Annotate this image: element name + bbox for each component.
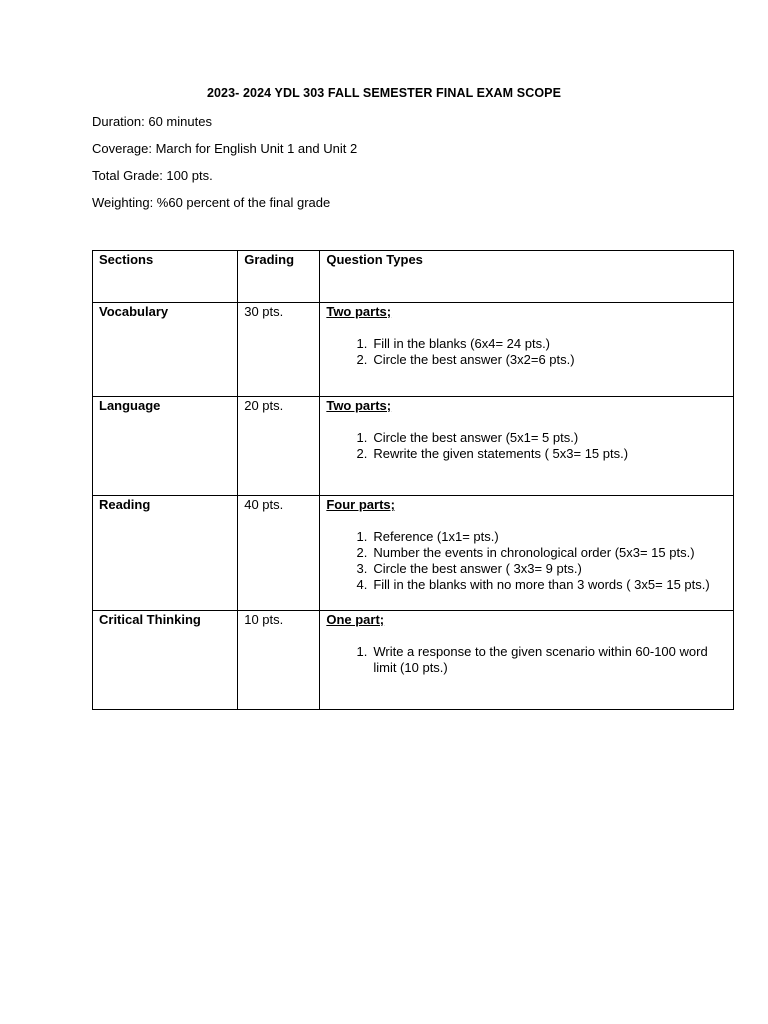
list-item	[326, 561, 727, 577]
section-name: Vocabulary	[99, 304, 169, 319]
item-text: Circle the best answer ( 3x3= 9 pts.)	[373, 561, 582, 576]
section-grading: 20 pts.	[244, 398, 284, 413]
item-number: 3.	[356, 561, 368, 576]
item-number: 2.	[356, 352, 368, 367]
header-cell	[238, 251, 320, 303]
weighting-line: Weighting: %60 percent of the final grade	[92, 195, 331, 210]
list-item	[326, 545, 727, 561]
item-number: 2.	[356, 545, 368, 560]
question-list	[326, 430, 727, 462]
header-cell	[93, 251, 238, 303]
parts-label: Two parts;	[326, 398, 392, 413]
item-text: Circle the best answer (3x2=6 pts.)	[373, 352, 575, 367]
question-types-cell	[320, 611, 734, 710]
item-number: 1.	[356, 529, 368, 544]
section-cell	[93, 303, 238, 397]
question-types-cell	[320, 496, 734, 611]
question-list	[326, 336, 727, 368]
table-row	[93, 496, 734, 611]
item-text: Fill in the blanks with no more than 3 words ( 3x5= 15 pts.)	[373, 577, 710, 592]
item-number: 1.	[356, 644, 368, 659]
section-grading: 10 pts.	[244, 612, 284, 627]
list-item	[326, 529, 727, 545]
item-text: Write a response to the given scenario within 60-100 word limit (10 pts.)	[373, 644, 708, 675]
exam-scope-table	[92, 250, 734, 710]
item-number: 1.	[356, 336, 368, 351]
item-number: 4.	[356, 577, 368, 592]
item-text: Reference (1x1= pts.)	[373, 529, 499, 544]
section-name: Reading	[99, 497, 151, 512]
parts-label: Four parts;	[326, 497, 395, 512]
section-name: Critical Thinking	[99, 612, 201, 627]
table-row	[93, 611, 734, 710]
section-name: Language	[99, 398, 161, 413]
question-list	[326, 529, 727, 593]
item-number: 2.	[356, 446, 368, 461]
section-grading: 30 pts.	[244, 304, 284, 319]
table-row	[93, 303, 734, 397]
list-item	[326, 644, 727, 676]
item-text: Fill in the blanks (6x4= 24 pts.)	[373, 336, 551, 351]
grading-cell	[238, 303, 320, 397]
list-item	[326, 446, 727, 462]
list-item	[326, 352, 727, 368]
item-number: 1.	[356, 430, 368, 445]
duration-line: Duration: 60 minutes	[92, 114, 212, 129]
item-text: Rewrite the given statements ( 5x3= 15 pts.)	[373, 446, 629, 461]
grading-cell	[238, 496, 320, 611]
coverage-line: Coverage: March for English Unit 1 and Unit 2	[92, 141, 358, 156]
item-text: Number the events in chronological order (5x3= 15 pts.)	[373, 545, 695, 560]
section-grading: 40 pts.	[244, 497, 284, 512]
header-sections: Sections	[99, 252, 154, 267]
section-cell	[93, 397, 238, 496]
parts-label: One part;	[326, 612, 385, 627]
question-list	[326, 644, 727, 676]
grading-cell	[238, 397, 320, 496]
grading-cell	[238, 611, 320, 710]
list-item	[326, 336, 727, 352]
question-types-cell	[320, 397, 734, 496]
header-question-types: Question Types	[326, 252, 423, 267]
total-grade-line: Total Grade: 100 pts.	[92, 168, 213, 183]
parts-label: Two parts;	[326, 304, 392, 319]
list-item	[326, 577, 727, 593]
table-row	[93, 397, 734, 496]
table-header-row	[93, 251, 734, 303]
list-item	[326, 430, 727, 446]
item-text: Circle the best answer (5x1= 5 pts.)	[373, 430, 579, 445]
header-cell	[320, 251, 734, 303]
section-cell	[93, 496, 238, 611]
question-types-cell	[320, 303, 734, 397]
header-grading: Grading	[244, 252, 295, 267]
document-title: 2023- 2024 YDL 303 FALL SEMESTER FINAL EXAM SCOPE	[206, 86, 562, 100]
section-cell	[93, 611, 238, 710]
